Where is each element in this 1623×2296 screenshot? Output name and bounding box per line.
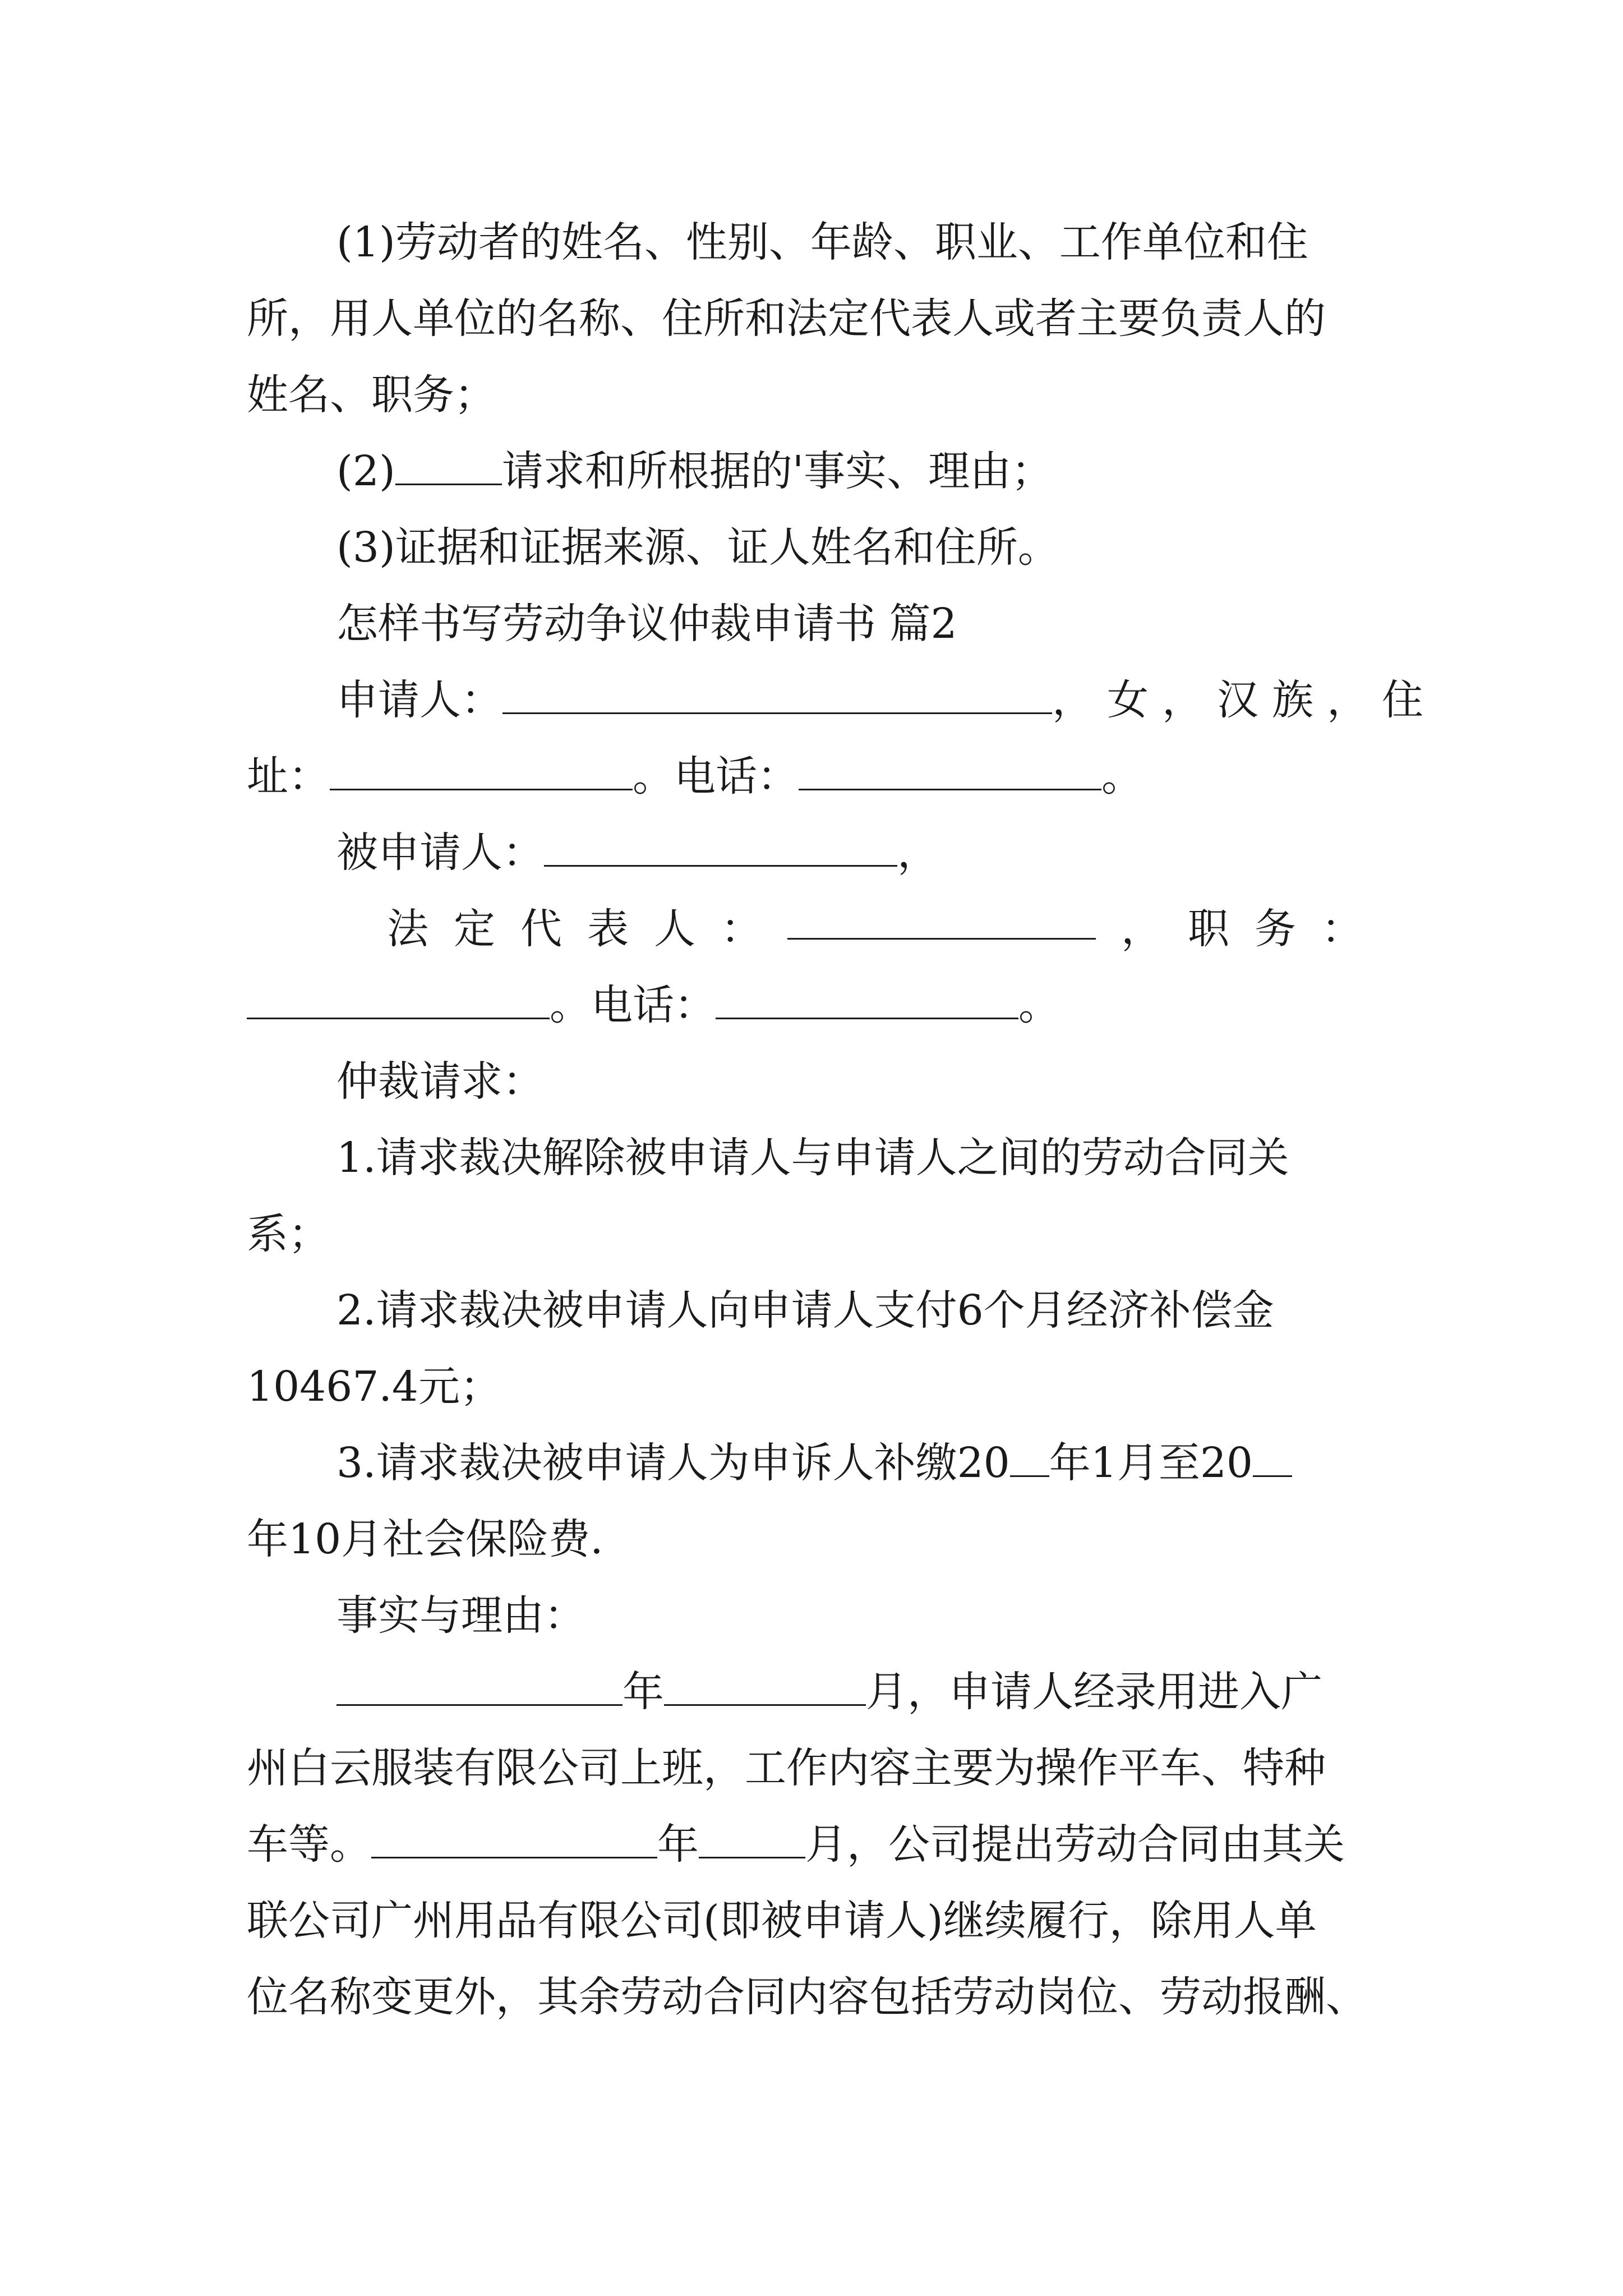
item2-blank xyxy=(395,447,502,485)
legal-rep-char: 人 xyxy=(654,905,695,953)
facts-heading: 事实与理由： xyxy=(336,1591,585,1640)
applicant-end: 。 xyxy=(1101,752,1143,800)
post-char: 职 xyxy=(1188,905,1229,953)
legal-rep-comma: ， xyxy=(1121,905,1163,953)
address-blank xyxy=(330,752,633,790)
claim3-year-blank-2 xyxy=(1253,1438,1292,1477)
applicant-label: 申请人： xyxy=(336,676,502,724)
respondent-line xyxy=(336,825,939,881)
legal-rep-char: ： xyxy=(721,905,762,953)
facts-p1-line2: 州白云服装有限公司上班，工作内容主要为操作平车、特种 xyxy=(247,1744,1326,1792)
facts-l3-part-c: 月，公司提出劳动合同由其关 xyxy=(805,1820,1345,1869)
facts-p1-line5: 位名称变更外，其余劳动合同内容包括劳动岗位、劳动报酬、 xyxy=(247,1973,1367,2021)
facts-p1-line1 xyxy=(336,1664,1322,1720)
item3-line: (3)证据和证据来源、证人姓名和住所。 xyxy=(336,523,1059,572)
facts-month-blank xyxy=(664,1667,866,1706)
legal-rep-line xyxy=(387,901,1363,957)
legal-rep-phone-blank xyxy=(716,981,1018,1019)
phone-blank xyxy=(799,752,1101,790)
claim3-line2: 年10月社会保险费. xyxy=(247,1515,603,1563)
facts-month-text: 月，申请人经录用进入广 xyxy=(866,1668,1322,1716)
claim3-line1 xyxy=(336,1435,1292,1491)
respondent-label: 被申请人： xyxy=(336,829,544,877)
legal-rep-char: 表 xyxy=(587,905,629,953)
facts-l3-part-b: 年 xyxy=(657,1820,699,1869)
post-char: ： xyxy=(1321,905,1363,953)
applicant-desc: ，女，汉族，住 xyxy=(1052,676,1437,724)
applicant-line xyxy=(336,672,1437,728)
respondent-end: ， xyxy=(897,829,939,877)
post-char: 务 xyxy=(1255,905,1296,953)
facts-l3-month-blank xyxy=(699,1820,805,1858)
item1-line1: (1)劳动者的姓名、性别、年龄、职业、工作单位和住 xyxy=(336,218,1308,266)
item2-prefix: (2) xyxy=(336,447,395,495)
claim3-year-blank-1 xyxy=(1010,1438,1049,1477)
applicant-address-line xyxy=(247,748,1143,804)
facts-p1-line4: 联公司广州用品有限公司(即被申请人)继续履行，除用人单 xyxy=(247,1897,1317,1945)
legal-rep-blank xyxy=(787,901,1096,940)
facts-p1-line3 xyxy=(247,1816,1345,1872)
address-label: 址： xyxy=(247,752,330,800)
section-title: 怎样书写劳动争议仲裁申请书 篇2 xyxy=(336,600,957,648)
claim3-part-b: 年1月至20 xyxy=(1049,1439,1253,1487)
item2-line xyxy=(336,443,1053,499)
claim2-line1: 2.请求裁决被申请人向申请人支付6个月经济补偿金 xyxy=(336,1286,1274,1335)
facts-year-label: 年 xyxy=(623,1668,664,1716)
item1-line3: 姓名、职务； xyxy=(247,371,496,419)
claim1-line2: 系； xyxy=(247,1210,330,1258)
item2-suffix: 请求和所根据的'事实、理由； xyxy=(501,447,1053,495)
phone-label: 。电话： xyxy=(633,752,799,800)
item1-line2: 所，用人单位的名称、住所和法定代表人或者主要负责人的 xyxy=(247,295,1326,343)
legal-rep-phone-label: 。电话： xyxy=(550,981,716,1029)
claim3-part-a: 3.请求裁决被申请人为申诉人补缴20 xyxy=(336,1439,1010,1487)
post-blank xyxy=(247,981,550,1019)
facts-year-blank xyxy=(336,1667,623,1706)
claims-heading: 仲裁请求： xyxy=(336,1057,544,1106)
facts-l3-part-a: 车等。 xyxy=(247,1820,371,1869)
legal-rep-end: 。 xyxy=(1018,981,1060,1029)
legal-rep-char: 代 xyxy=(520,905,562,953)
claim1-line1: 1.请求裁决解除被申请人与申请人之间的劳动合同关 xyxy=(336,1134,1289,1182)
facts-l3-year-blank xyxy=(371,1820,657,1858)
applicant-name-blank xyxy=(502,675,1052,714)
legal-rep-char: 定 xyxy=(454,905,495,953)
legal-rep-line2 xyxy=(247,977,1060,1033)
claim2-line2: 10467.4元； xyxy=(247,1363,502,1411)
respondent-blank xyxy=(544,828,897,867)
legal-rep-char: 法 xyxy=(387,905,428,953)
